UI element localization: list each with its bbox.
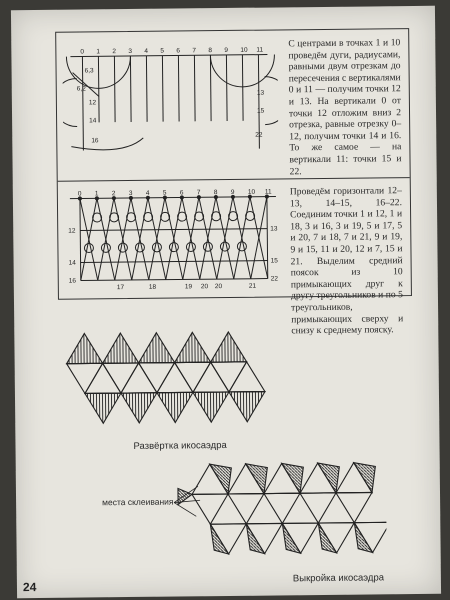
- fig2-left-label: 14: [68, 259, 76, 267]
- fig1-top-label: 10: [240, 46, 248, 54]
- unfold-middle-triangle: [211, 362, 247, 392]
- fig2-bottom-label: 20: [214, 283, 223, 291]
- fig1-vertical: [242, 55, 243, 121]
- fig2-marker-circle: [212, 212, 221, 221]
- fig2-marker-circle: [195, 212, 204, 221]
- fig2-marker-circle: [110, 213, 119, 222]
- fig2-left-edge: [80, 199, 81, 281]
- fig1-top-label: 6: [176, 47, 181, 55]
- fig2-bottom-label: 19: [184, 283, 193, 291]
- fig1-right-label: 13: [256, 89, 265, 97]
- fig1-vertical: [194, 55, 195, 121]
- unfold-top-triangle: [66, 333, 102, 363]
- fig2-lines: [70, 195, 277, 281]
- fig1-top-label: 0: [80, 48, 85, 56]
- fig1-top-label: 2: [112, 48, 117, 56]
- fig2-bottom-label: 18: [148, 283, 157, 291]
- glue-pointer-lines: [166, 478, 227, 539]
- pattern-middle-triangle: [336, 492, 372, 522]
- pattern-line: [210, 522, 386, 524]
- fig2-marker-circle: [246, 211, 255, 220]
- unfold-middle-triangle: [193, 362, 229, 392]
- unfold-middle-triangle: [175, 362, 211, 392]
- unfold-top-triangle: [138, 333, 174, 363]
- fig2-marker-circle: [186, 242, 195, 251]
- page-number: 24: [22, 580, 37, 595]
- pattern-glue-flap: [354, 522, 372, 552]
- instruction-frame: [55, 28, 412, 337]
- pattern-glue-flap: [246, 524, 264, 554]
- unfold-middle-triangle: [121, 363, 157, 393]
- fig2-right-edge: [267, 197, 268, 279]
- instruction-paragraph-2: Проведём горизонтали 12–13, 14–15, 16–22. Соединим точки 1 и 12, 1 и 18, 3 и 16, 3 и 19, 5 и 17, 5 и 20, 7 и 18, 7 и 21, 9 и 19, 9 и 15, 11 и 20, 12 и 7, 15 и 21. Выделим средний поясок из 10 примыкающих друг к другу треугольников и по 5 треугольников, примыкающих сверху и снизу к среднему пояску.: [289, 185, 404, 337]
- fig1-top-label: 4: [144, 47, 149, 55]
- fig1-left-label: 12: [88, 99, 97, 107]
- fig1-left-label: 14: [89, 117, 97, 125]
- frame-divider: [58, 177, 410, 182]
- fig1-top-label: 1: [96, 48, 101, 56]
- fig1-top-label: 11: [256, 46, 264, 54]
- fig1-right-label: 15: [256, 107, 265, 115]
- fig2-top-label: 3: [128, 189, 133, 198]
- fig1-arc-bottom: [71, 138, 143, 150]
- fig1-left-label: 6,2: [76, 85, 86, 93]
- unfold-top-triangle: [102, 333, 138, 363]
- fig1-vertical: [82, 56, 83, 150]
- construction-figure-2: [64, 182, 280, 294]
- fig1-right-label: 22: [255, 131, 263, 139]
- fig2-marker-circle: [178, 212, 187, 221]
- fig2-left-label: 12: [68, 227, 76, 235]
- fig2-top-label: 1: [94, 190, 99, 198]
- fig2-top-label: 0: [77, 190, 82, 198]
- unfold-middle-triangle: [103, 363, 139, 393]
- fig2-marker-circle: [135, 243, 144, 252]
- fig2-marker-circle: [220, 242, 229, 251]
- pattern-glue-flap: [282, 523, 300, 553]
- glue-places-label: места склеивания: [102, 496, 174, 508]
- unfold-bottom-triangle: [121, 393, 157, 423]
- pattern-glue-flap: [318, 523, 336, 553]
- pattern-caption: Выкройка икосаэдра: [292, 572, 385, 585]
- unfold-middle-triangle: [139, 363, 175, 393]
- fig2-marker-circle: [127, 213, 136, 222]
- fig1-vertical: [162, 56, 163, 122]
- fig1-vertical: [210, 55, 211, 121]
- fig1-top-label: 9: [224, 46, 229, 55]
- fig2-marker-circle: [237, 242, 246, 251]
- fig1-labels: [76, 47, 265, 145]
- fig1-top-label: 8: [208, 47, 213, 55]
- unfold-middle-triangle: [157, 362, 193, 392]
- fig1-left-label: 6,3: [84, 67, 94, 75]
- fig2-top-label: 7: [196, 189, 201, 197]
- pattern-glue-flap: [318, 463, 340, 493]
- fig1-arc-right-lower: [265, 76, 279, 124]
- unfold-top-triangle: [210, 332, 246, 362]
- fig2-marker-circle: [144, 212, 153, 221]
- construction-figure-1: [62, 40, 278, 167]
- fig1-top-label: 3: [128, 47, 133, 56]
- fig1-vertical: [114, 56, 115, 122]
- unfold-middle-triangle: [85, 363, 121, 393]
- fig1-arc-left-lower: [62, 79, 77, 127]
- fig2-top-label: 5: [162, 189, 167, 197]
- pattern-middle-triangle: [264, 493, 300, 523]
- unfolding-caption: Развёртка икосаэдра: [133, 440, 227, 452]
- fig1-top-label: 7: [192, 47, 197, 55]
- fig2-left-label: 16: [68, 277, 77, 285]
- fig2-right-label: 15: [270, 257, 278, 265]
- unfold-bottom-triangle: [85, 393, 121, 423]
- icosahedron-unfolding: [58, 326, 269, 438]
- pattern-middle-triangle: [300, 493, 336, 523]
- unfold-bottom-triangle: [193, 392, 229, 422]
- instruction-paragraph-1: С центрами в точках 1 и 10 проведём дуги, радиусами, равными двум отрезкам до пересечения с вертикалями 0 и 11 — получим точки 12 и 13. На вертикали 0 от точки 12 отложим вниз 2 отрезка, равные отрезку 0–12, получим точки 14 и 16. То же самое — на вертикали 11: точки 15 и 22.: [288, 37, 402, 177]
- fig2-right-label: 13: [270, 225, 278, 233]
- fig2-horizontal: [81, 261, 268, 263]
- unfold-bottom-triangle: [157, 392, 193, 422]
- fig2-horizontal: [81, 279, 268, 281]
- fig2-top-label: 10: [247, 188, 256, 196]
- unfold-bottom-triangle: [229, 392, 265, 422]
- fig2-marker-circle: [118, 243, 127, 252]
- fig1-vertical: [178, 55, 179, 121]
- fig1-vertical: [98, 56, 99, 122]
- fig1-left-label: 16: [91, 137, 99, 145]
- unfold-top-triangle: [174, 332, 210, 362]
- fig2-top-label: 4: [145, 189, 150, 197]
- fig2-top-line: [70, 196, 276, 198]
- fig2-marker-circle: [84, 243, 93, 252]
- fig1-vertical: [146, 56, 147, 122]
- fig1-vertical: [226, 55, 227, 121]
- unfold-middle-triangle: [67, 363, 103, 393]
- fig1-top-label: 5: [160, 47, 165, 55]
- fig2-marker-circle: [152, 243, 161, 252]
- pattern-glue-flap: [282, 463, 304, 493]
- fig2-marker-circle: [229, 212, 238, 221]
- fig2-top-label: 9: [230, 188, 235, 196]
- fig2-marker-circle: [101, 243, 110, 252]
- fig2-marker-circle: [161, 212, 170, 221]
- fig2-top-label: 8: [213, 189, 218, 197]
- fig2-marker-circle: [203, 242, 212, 251]
- pattern-glue-flap: [354, 462, 376, 492]
- book-page: [11, 6, 441, 598]
- fig2-bottom-label: 20: [200, 283, 209, 291]
- fig2-top-label: 11: [264, 188, 272, 196]
- fig2-top-label: 2: [111, 190, 116, 198]
- fig2-bottom-label: 21: [248, 282, 257, 290]
- pattern-glue-flap: [246, 464, 268, 494]
- unfold-middle-triangle: [229, 362, 265, 392]
- fig1-vertical: [130, 56, 131, 122]
- fig2-marker-circle: [93, 213, 102, 222]
- fig2-marker-circle: [169, 243, 178, 252]
- pattern-middle-triangle: [228, 494, 264, 524]
- fig2-right-label: 22: [270, 275, 279, 283]
- fig2-top-label: 6: [179, 189, 184, 197]
- fig2-bottom-label: 17: [116, 284, 125, 292]
